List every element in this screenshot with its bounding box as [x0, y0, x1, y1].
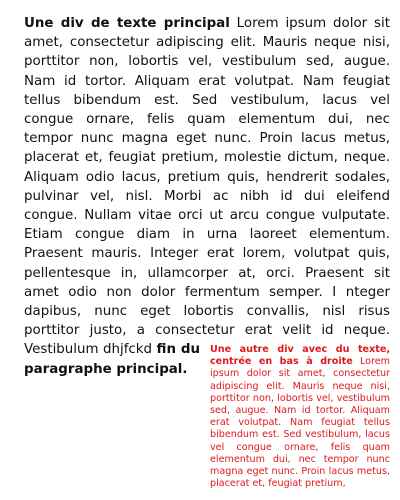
main-text-heading: Une div de texte principal: [24, 16, 230, 31]
float-box-bottom-right: [210, 344, 390, 490]
main-text-ending: fin du paragraphe principal.: [24, 342, 200, 377]
main-text-body: Lorem ipsum dolor sit amet, consectetur adipiscing elit. Mauris neque nisi, porttitor non, lobortis vel, vestibulum sed, augue. Nam id tortor. Aliquam erat volutpat. Nam feugiat tellus bibendum est. Sed vestibulum, lacus vel congue ornare, felis quam elementum dui, nec tempor nunc magna eget nunc. Proin lacus metus, placerat et, feugiat pretium, molestie dictum, neque. Aliquam odio lacus, pretium quis, hendrerit sodales, pulvinar vel, nisl. Morbi ac nibh id dui eleifend congue. Nullam vitae orci ut arcu congue vulputate. Etiam congue diam in urna laoreet elementum. Praesent mauris. Integer erat lorem, volutpat quis, pellentesque in, ullamcorper at, orci. Praesent sit amet odio non dolor fermentum semper. I nteger dapibus, nunc eget lobortis convallis, nisl risus porttitor justo, a consectetur erat velit id neque. Vestibulum dhjfckd: [24, 16, 390, 358]
float-box-body: Lorem ipsum dolor sit amet, consectetur adipiscing elit. Mauris neque nisi, porttitor non, lobortis vel, vestibulum sed, augue. Nam id tortor. Aliquam erat volutpat. Nam feugiat tellus bibendum est. Sed vestibulum, lacus vel congue ornare, felis quam elementum dui, nec tempor nunc magna eget nunc. Proin lacus metus, placerat et, feugiat pretium,: [210, 356, 390, 490]
main-text-block: [24, 14, 390, 490]
float-box-heading: Une autre div avec du texte, centrée en bas à droite: [210, 344, 390, 368]
document-page: [24, 14, 390, 494]
